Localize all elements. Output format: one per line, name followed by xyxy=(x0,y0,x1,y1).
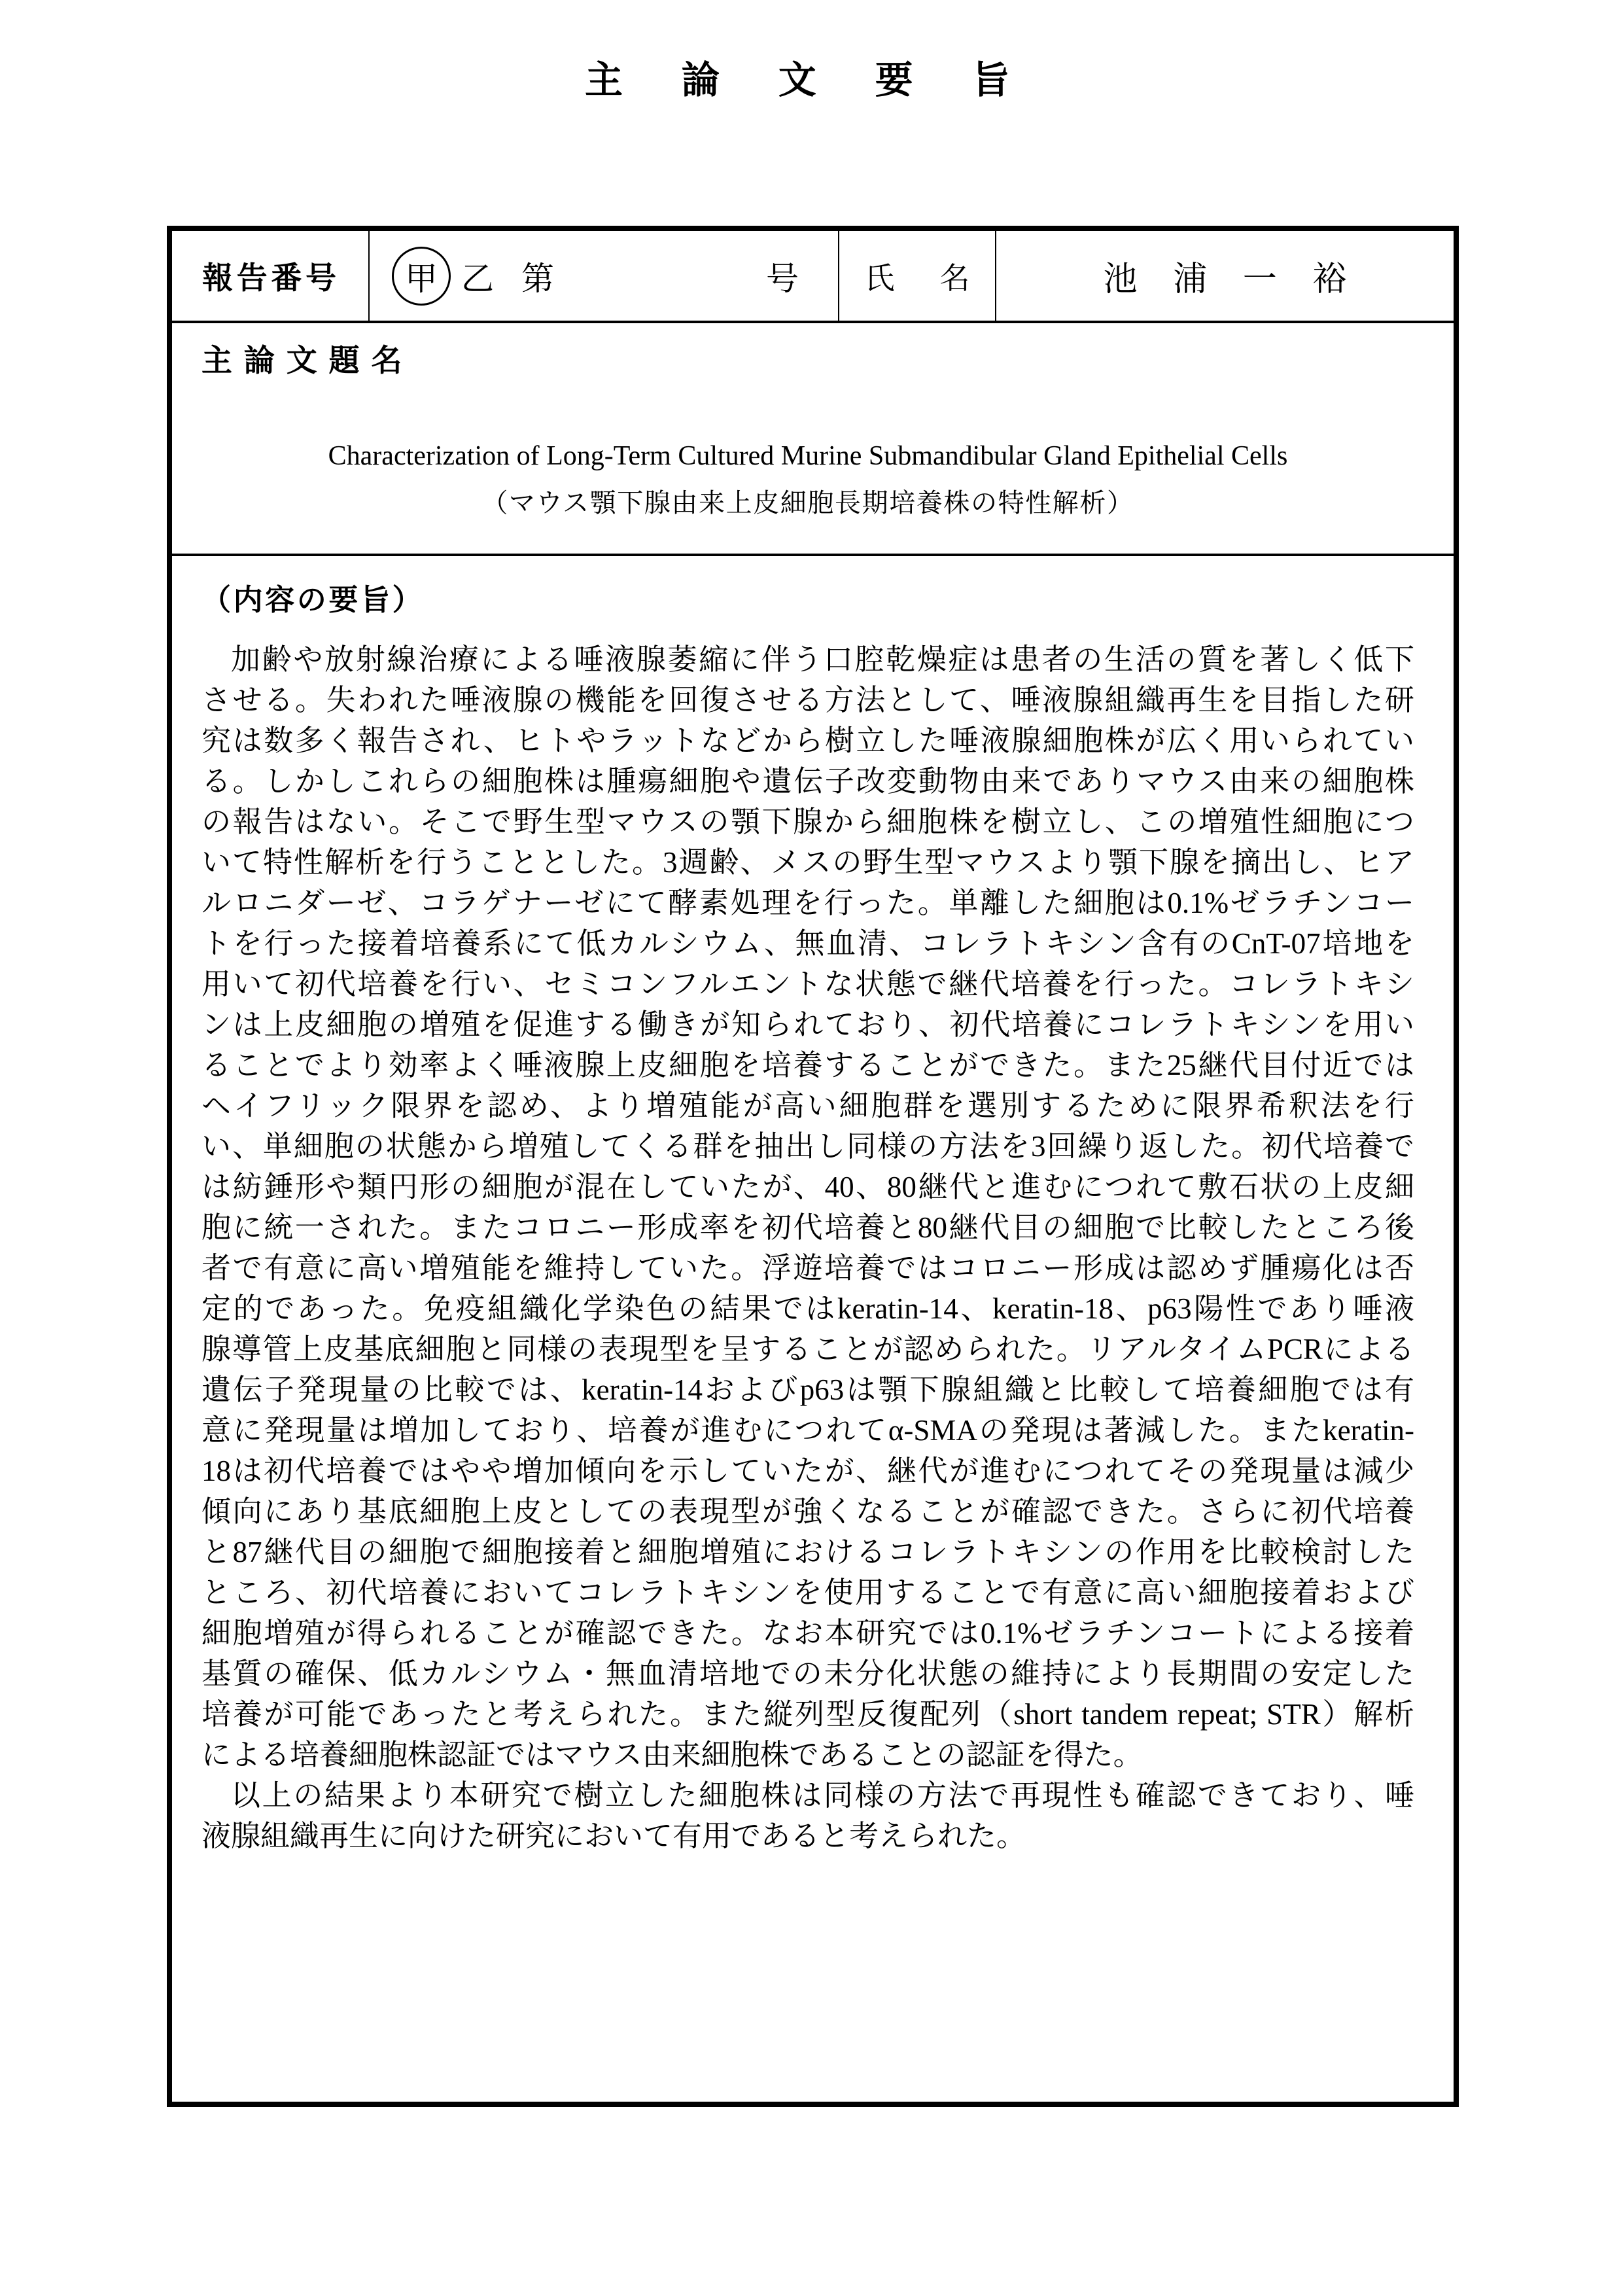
abstract-line: 究は数多く報告され、ヒトやラットなどから樹立した唾液腺細胞株が広く用いられてい xyxy=(201,724,1414,757)
abstract-line: 遺伝子発現量の比較では、keratin-14およびp63は顎下腺組織と比較して培養細胞では有 xyxy=(201,1373,1414,1406)
abstract-line: い、単細胞の状態から増殖してくる群を抽出し同様の方法を3回繰り返した。初代培養で xyxy=(201,1130,1414,1163)
report-number-value-cell xyxy=(370,231,839,321)
name-label-cell xyxy=(839,231,1015,321)
abstract-line: 者で有意に高い増殖能を維持していた。浮遊培養ではコロニー形成は認めず腫瘍化は否 xyxy=(201,1252,1414,1284)
name-value: 池浦一裕 xyxy=(1103,261,1382,298)
otsu-label: 乙 xyxy=(461,260,494,297)
abstract-line: による培養細胞株認証ではマウス由来細胞株であることの認証を得た。 xyxy=(201,1739,1143,1771)
abstract-line: 意に発現量は増加しており、培養が進むにつれてα-SMAの発現は著減した。またkeratin- xyxy=(201,1414,1414,1447)
abstract-line: 培養が可能であったと考えられた。また縦列型反復配列（short tandem repeat; STR）解析 xyxy=(201,1698,1414,1731)
abstract-line: 胞に統一された。またコロニー形成率を初代培養と80継代目の細胞で比較したところ後 xyxy=(201,1211,1414,1244)
abstract-line: ところ、初代培養においてコレラトキシンを使用することで有意に高い細胞接着および xyxy=(201,1576,1414,1609)
abstract-line: と87継代目の細胞で細胞接着と細胞増殖におけるコレラトキシンの作用を比較検討した xyxy=(201,1536,1414,1568)
abstract-label: （内容の要旨） xyxy=(201,583,425,616)
kou-circled-mark: 甲 xyxy=(392,247,451,306)
abstract-line: る。しかしこれらの細胞株は腫瘍細胞や遺伝子改変動物由来でありマウス由来の細胞株 xyxy=(201,765,1414,798)
abstract-line: 腺導管上皮基底細胞と同様の表現型を呈することが認められた。リアルタイムPCRによる xyxy=(201,1333,1414,1366)
thesis-title-ja: （マウス顎下腺由来上皮細胞長期培養株の特性解析） xyxy=(481,488,1134,518)
abstract-line: 液腺組織再生に向けた研究において有用であると考えられた。 xyxy=(201,1820,1026,1852)
abstract-line: 以上の結果より本研究で樹立した細胞株は同様の方法で再現性も確認できており、唾 xyxy=(231,1779,1414,1812)
report-number-cell xyxy=(172,231,370,321)
abstract-line: 加齢や放射線治療による唾液腺萎縮に伴う口腔乾燥症は患者の生活の質を著しく低下 xyxy=(231,643,1414,676)
thesis-title-label: 主論文題名 xyxy=(201,343,414,378)
header-row xyxy=(172,231,1454,323)
abstract-line: 定的であった。免疫組織化学染色の結果ではkeratin-14、keratin-18、p63陽性であり唾液 xyxy=(201,1292,1414,1325)
thesis-title-en: Characterization of Long-Term Cultured Murine Submandibular Gland Epithelial Cells xyxy=(328,441,1288,471)
dai-label: 第 xyxy=(521,260,554,297)
abstract-line: させる。失われた唾液腺の機能を回復させる方法として、唾液腺組織再生を目指した研 xyxy=(201,684,1414,716)
page-title: 主論文要旨 xyxy=(584,59,1069,101)
abstract-line: 基質の確保、低カルシウム・無血清培地での未分化状態の維持により長期間の安定した xyxy=(201,1657,1414,1690)
abstract-line: いて特性解析を行うこととした。3週齢、メスの野生型マウスより顎下腺を摘出し、ヒア xyxy=(201,846,1414,879)
abstract-line: 傾向にあり基底細胞上皮としての表現型が強くなることが確認できた。さらに初代培養 xyxy=(201,1495,1414,1528)
report-form-table xyxy=(167,226,1459,2107)
abstract-line: ヘイフリック限界を認め、より増殖能が高い細胞群を選別するために限界希釈法を行 xyxy=(201,1089,1414,1122)
name-label: 氏名 xyxy=(864,261,1015,295)
abstract-line: ンは上皮細胞の増殖を促進する働きが知られており、初代培養にコレラトキシンを用い xyxy=(201,1008,1414,1041)
abstract-line: トを行った接着培養系にて低カルシウム、無血清、コレラトキシン含有のCnT-07培地を xyxy=(201,927,1414,960)
abstract-body xyxy=(201,639,1414,1856)
abstract-line: ルロニダーゼ、コラゲナーゼにて酵素処理を行った。単離した細胞は0.1%ゼラチンコー xyxy=(201,887,1414,919)
thesis-title-section xyxy=(172,323,1454,556)
abstract-line: は紡錘形や類円形の細胞が混在していたが、40、80継代と進むにつれて敷石状の上皮細 xyxy=(201,1171,1414,1203)
abstract-line: 細胞増殖が得られることが確認できた。なお本研究では0.1%ゼラチンコートによる接着 xyxy=(201,1617,1414,1650)
report-number-label: 報告番号 xyxy=(202,260,340,295)
name-value-cell xyxy=(996,231,1454,321)
abstract-line: ることでより効率よく唾液腺上皮細胞を培養することができた。また25継代目付近では xyxy=(201,1049,1414,1082)
abstract-line: 用いて初代培養を行い、セミコンフルエントな状態で継代培養を行った。コレラトキシ xyxy=(201,968,1414,1000)
gou-label: 号 xyxy=(766,260,799,297)
abstract-section xyxy=(172,556,1454,1856)
abstract-line: の報告はない。そこで野生型マウスの顎下腺から細胞株を樹立し、この増殖性細胞につ xyxy=(201,805,1414,838)
abstract-line: 18は初代培養ではやや増加傾向を示していたが、継代が進むにつれてその発現量は減少 xyxy=(201,1455,1414,1487)
